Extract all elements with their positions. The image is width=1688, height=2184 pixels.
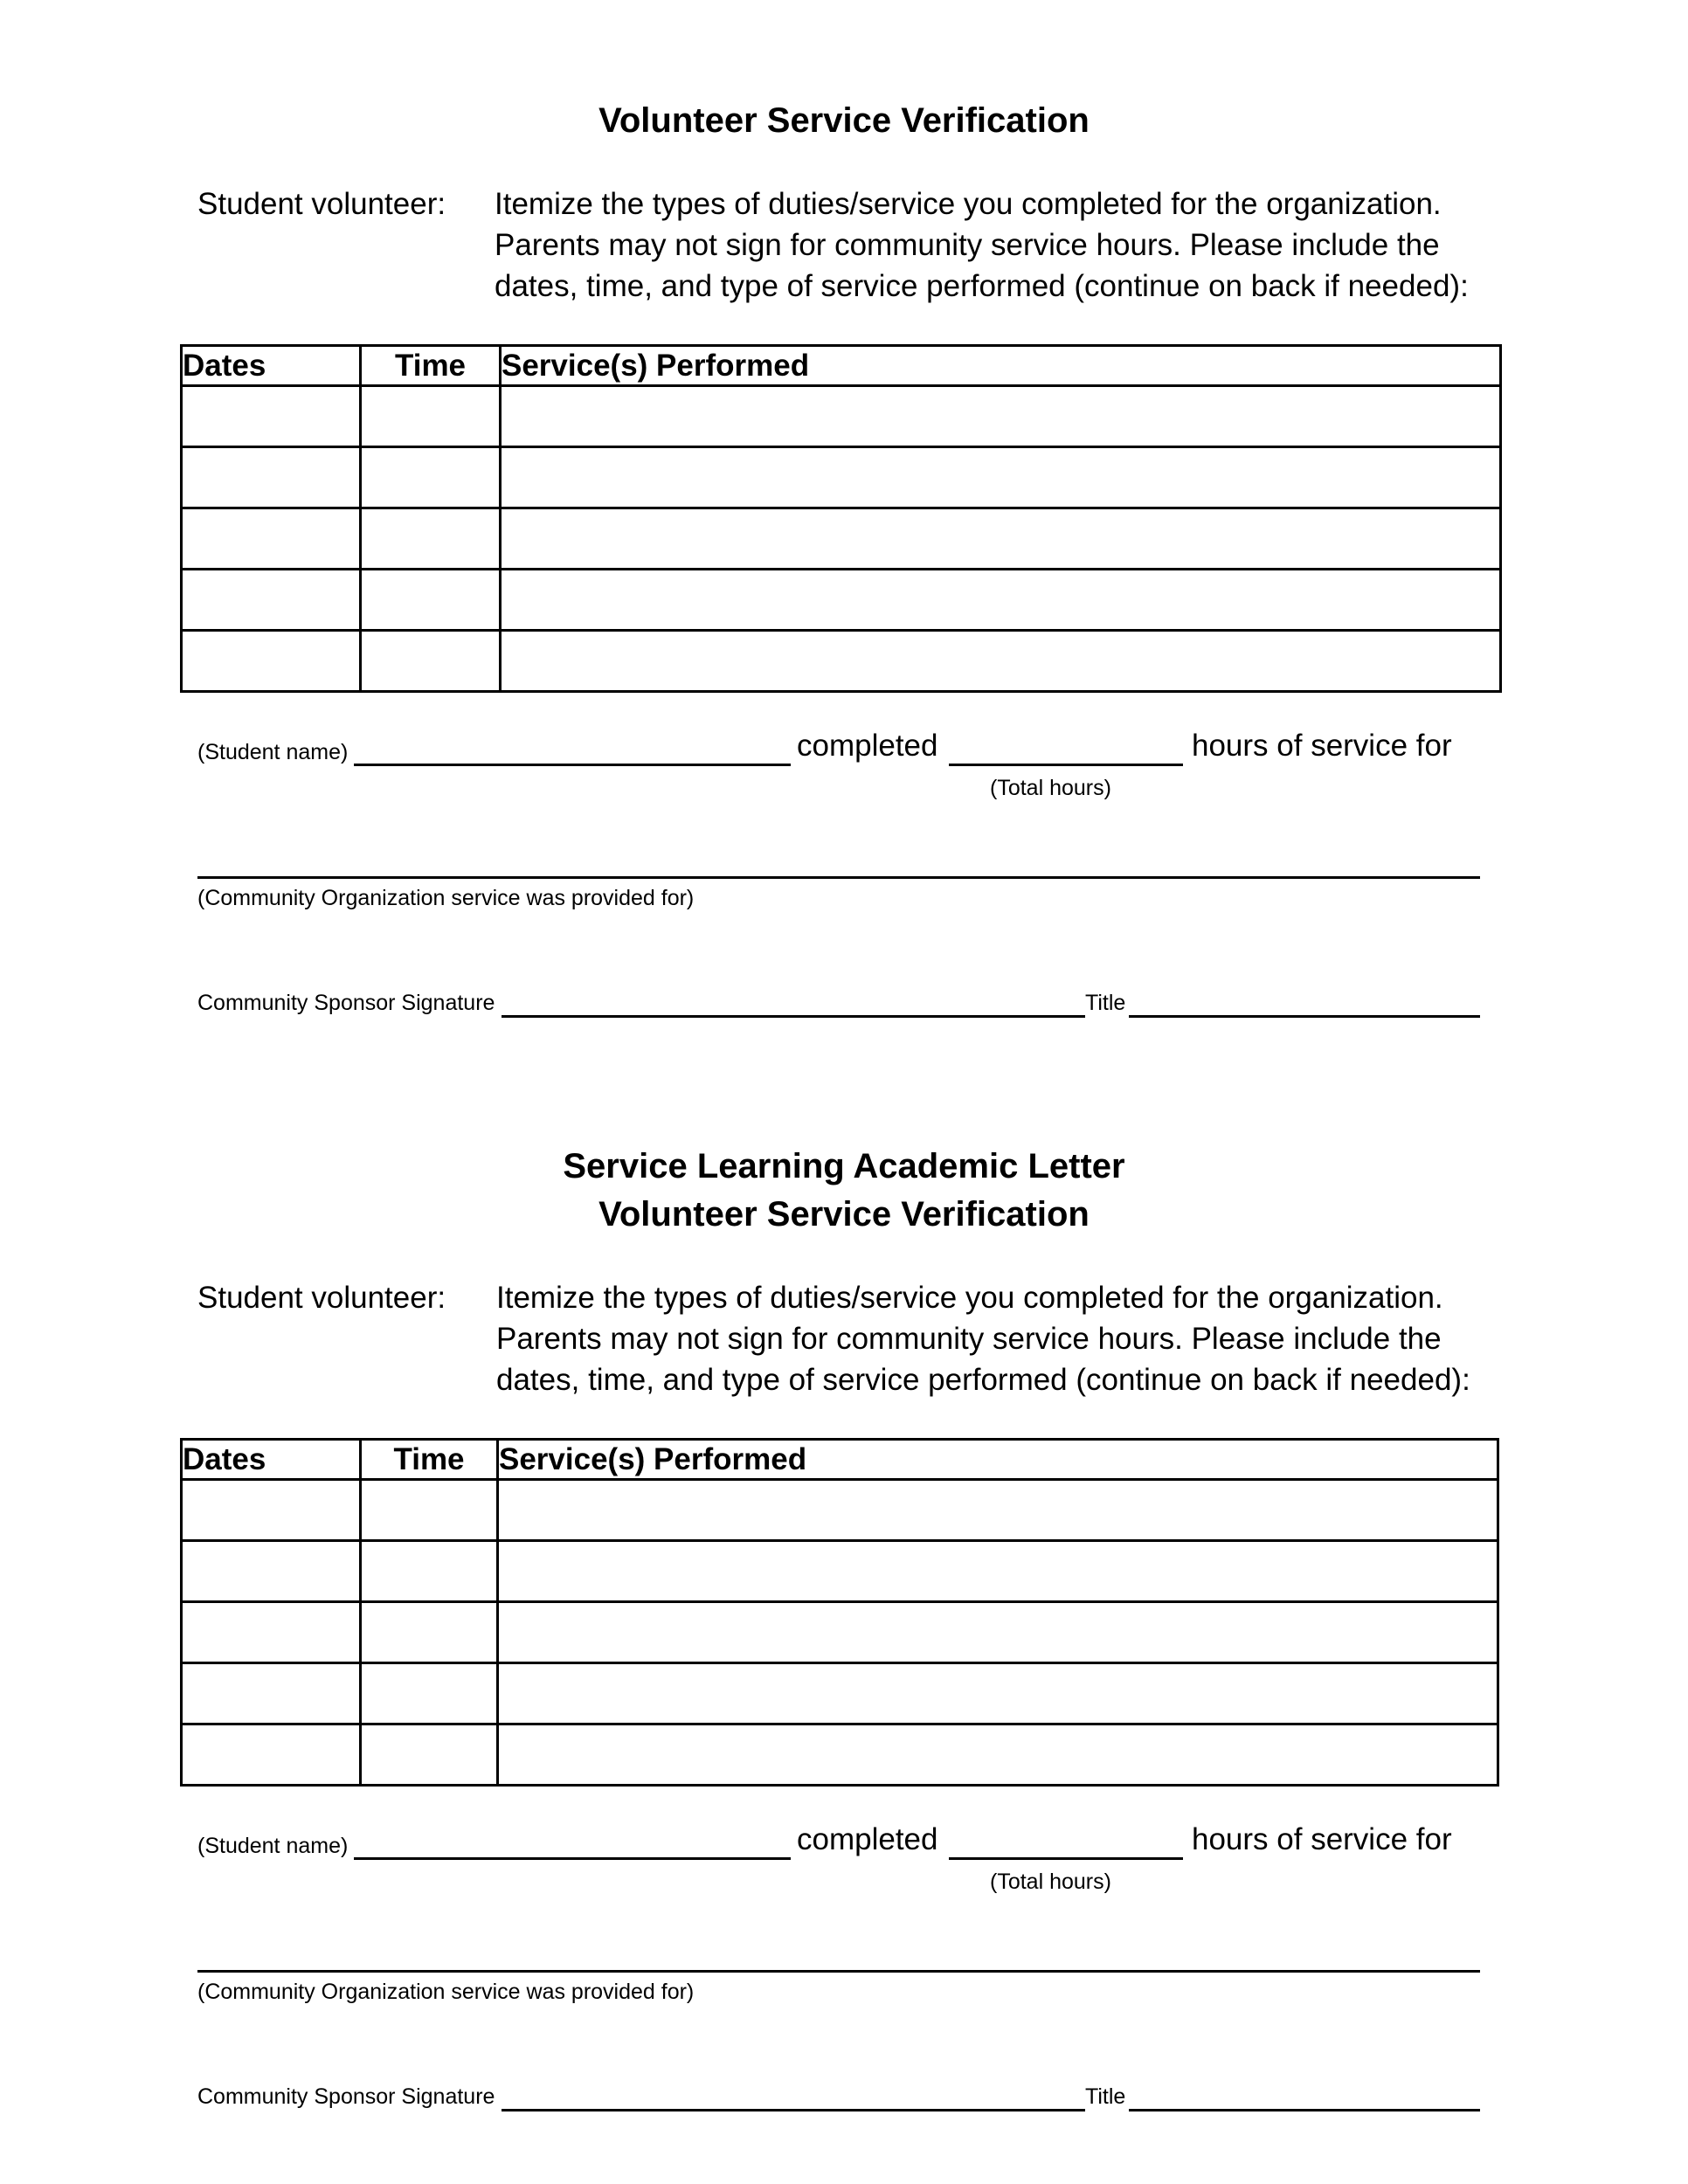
table-row [182,1602,1498,1663]
instruction-line: Parents may not sign for community service hours. Please include the [496,1322,1442,1356]
dates-cell[interactable] [182,508,361,570]
services-header: Service(s) Performed [501,346,1501,386]
completed-text: completed [797,1822,938,1856]
service-table [180,1438,1499,1787]
title-line[interactable] [1129,2109,1480,2111]
student-name-label: (Student name) [197,1834,349,1858]
section-title: Service Learning Academic Letter [563,1147,1125,1185]
student-volunteer-label: Student volunteer: [197,187,446,221]
hours-of-service-text: hours of service for [1192,729,1452,763]
service-cell[interactable] [501,386,1501,447]
table-row [182,1541,1498,1602]
table-row [182,386,1501,447]
time-cell[interactable] [361,1724,498,1786]
time-header: Time [361,346,501,386]
service-cell[interactable] [498,1724,1498,1786]
service-cell[interactable] [498,1541,1498,1602]
instructions [496,1277,1470,1400]
organization-line[interactable] [197,876,1480,879]
table-row [182,447,1501,508]
organization-line[interactable] [197,1970,1480,1973]
total-hours-line[interactable] [949,764,1183,766]
table-row [182,1480,1498,1541]
instructions [495,183,1469,307]
service-cell[interactable] [501,570,1501,631]
total-hours-line[interactable] [949,1857,1183,1860]
table-header-row [182,1440,1498,1480]
dates-cell[interactable] [182,1541,361,1602]
student-name-line[interactable] [354,1857,791,1860]
instruction-line: dates, time, and type of service performed (continue on back if needed): [495,269,1469,303]
table-row [182,631,1501,692]
table-row [182,1663,1498,1724]
time-cell[interactable] [361,631,501,692]
section-title: Volunteer Service Verification [598,101,1090,140]
dates-cell[interactable] [182,1724,361,1786]
service-cell[interactable] [501,447,1501,508]
sponsor-signature-label: Community Sponsor Signature [197,991,495,1015]
instruction-line: dates, time, and type of service performed (continue on back if needed): [496,1363,1470,1397]
section-subtitle: Volunteer Service Verification [598,1195,1090,1234]
time-cell[interactable] [361,1602,498,1663]
organization-label: (Community Organization service was provided for) [197,1980,695,2004]
total-hours-label: (Total hours) [990,1870,1111,1894]
time-cell[interactable] [361,386,501,447]
service-cell[interactable] [501,631,1501,692]
time-cell[interactable] [361,447,501,508]
dates-cell[interactable] [182,1480,361,1541]
dates-cell[interactable] [182,386,361,447]
student-name-line[interactable] [354,764,791,766]
time-cell[interactable] [361,1480,498,1541]
hours-of-service-text: hours of service for [1192,1822,1452,1856]
time-cell[interactable] [361,1663,498,1724]
dates-cell[interactable] [182,631,361,692]
time-cell[interactable] [361,570,501,631]
table-row [182,1724,1498,1786]
services-header: Service(s) Performed [498,1440,1498,1480]
instruction-line: Parents may not sign for community service hours. Please include the [495,228,1440,262]
total-hours-label: (Total hours) [990,776,1111,800]
time-header: Time [361,1440,498,1480]
table-row [182,570,1501,631]
service-cell[interactable] [498,1602,1498,1663]
completed-text: completed [797,729,938,763]
service-cell[interactable] [498,1663,1498,1724]
sponsor-signature-line[interactable] [502,1015,1085,1018]
instruction-line: Itemize the types of duties/service you completed for the organization. [495,187,1442,221]
sponsor-signature-label: Community Sponsor Signature [197,2084,495,2109]
student-volunteer-label: Student volunteer: [197,1281,446,1315]
service-table [180,344,1502,693]
dates-header: Dates [182,346,361,386]
dates-cell[interactable] [182,1602,361,1663]
service-cell[interactable] [501,508,1501,570]
time-cell[interactable] [361,1541,498,1602]
time-cell[interactable] [361,508,501,570]
dates-cell[interactable] [182,570,361,631]
service-cell[interactable] [498,1480,1498,1541]
organization-label: (Community Organization service was provided for) [197,886,695,910]
title-label: Title [1085,991,1126,1015]
table-row [182,508,1501,570]
instruction-line: Itemize the types of duties/service you completed for the organization. [496,1281,1443,1315]
dates-header: Dates [182,1440,361,1480]
title-label: Title [1085,2084,1126,2109]
table-header-row [182,346,1501,386]
sponsor-signature-line[interactable] [502,2109,1085,2111]
student-name-label: (Student name) [197,740,349,764]
title-line[interactable] [1129,1015,1480,1018]
dates-cell[interactable] [182,1663,361,1724]
dates-cell[interactable] [182,447,361,508]
